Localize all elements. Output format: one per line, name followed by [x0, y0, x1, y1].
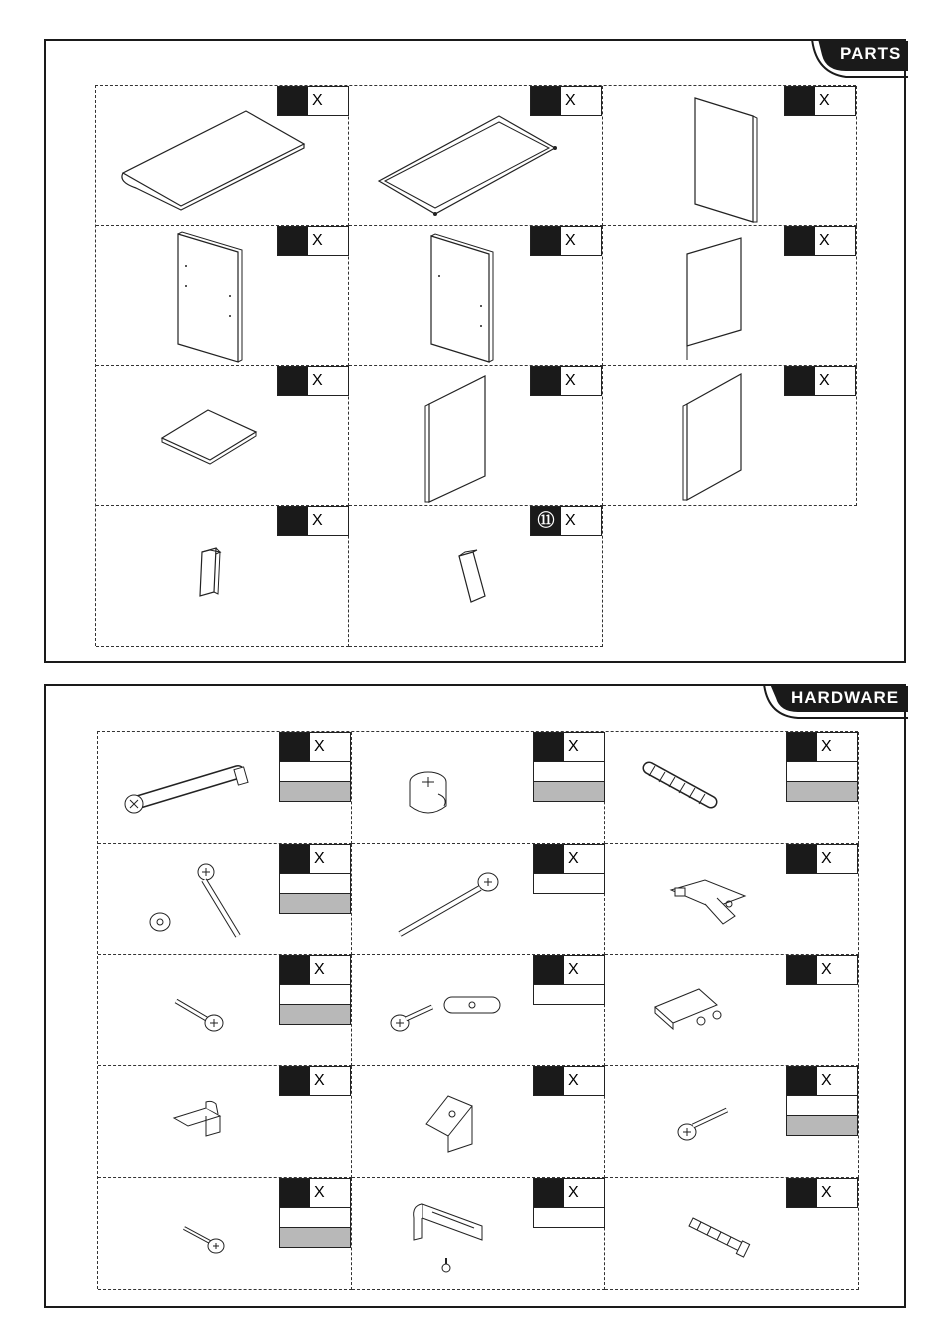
- hw-cell-8: [352, 955, 605, 1066]
- side-panel-right-icon: [349, 226, 603, 366]
- part-mult-11: X: [565, 512, 576, 529]
- hw-label-1: [280, 733, 310, 761]
- part-mult-4: X: [312, 232, 323, 249]
- cam-lock-icon: [352, 732, 532, 844]
- short-screw-icon: [98, 955, 278, 1066]
- hw-label-13: [280, 1179, 310, 1207]
- part-mult-7: X: [312, 372, 323, 389]
- part-cell-6: [603, 226, 857, 366]
- hw-mult-6: X: [821, 850, 832, 867]
- hw-mult-1: X: [314, 738, 325, 755]
- hinge-base-plate-icon: [605, 955, 785, 1066]
- hw-label-7: [280, 956, 310, 984]
- hw-mult-14: X: [568, 1184, 579, 1201]
- shelf-icon: [96, 366, 349, 506]
- hw-label-2: [534, 733, 564, 761]
- hw-mult-5: X: [568, 850, 579, 867]
- hw-cell-13: [98, 1178, 352, 1290]
- part-cell-9: [603, 366, 857, 506]
- side-panel-left-icon: [96, 226, 349, 366]
- hw-cell-10: [98, 1066, 352, 1178]
- hw-label-4: [280, 845, 310, 873]
- hw-label-15: [787, 1179, 817, 1207]
- leg-icon: [96, 506, 349, 647]
- long-screw-with-barrel-nut-icon: [98, 844, 278, 955]
- part-cell-5: [349, 226, 603, 366]
- part-cell-1: [96, 86, 349, 226]
- hw-mult-2: X: [568, 738, 579, 755]
- hw-label-8: [534, 956, 564, 984]
- part-cell-10: [96, 506, 349, 647]
- hw-label-6: [787, 845, 817, 873]
- part-mult-1: X: [312, 92, 323, 109]
- hw-cell-6: [605, 844, 859, 955]
- part-cell-4: [96, 226, 349, 366]
- hw-cell-9: [605, 955, 859, 1066]
- hw-mult-3: X: [821, 738, 832, 755]
- hw-label-14: [534, 1179, 564, 1207]
- hw-mult-8: X: [568, 961, 579, 978]
- hw-mult-7: X: [314, 961, 325, 978]
- leg-angled-icon: [349, 506, 603, 647]
- part-mult-6: X: [819, 232, 830, 249]
- parts-title: PARTS: [840, 44, 902, 63]
- hw-label-11: [534, 1067, 564, 1095]
- divider-panel-icon: [603, 226, 857, 366]
- hw-label-10: [280, 1067, 310, 1095]
- hw-cell-5: [352, 844, 605, 955]
- hinge-icon: [605, 844, 785, 955]
- hw-label-5: [534, 845, 564, 873]
- hw-mult-9: X: [821, 961, 832, 978]
- angle-bracket-icon: [352, 1066, 532, 1178]
- parts-panel: [44, 39, 906, 663]
- part-label-11: ⑪: [531, 507, 561, 535]
- part-mult-5: X: [565, 232, 576, 249]
- hw-mult-13: X: [314, 1184, 325, 1201]
- hw-label-9: [787, 956, 817, 984]
- hardware-grid: [97, 731, 858, 1289]
- hardware-title: HARDWARE: [791, 688, 900, 707]
- part-mult-8: X: [565, 372, 576, 389]
- part-mult-2: X: [565, 92, 576, 109]
- hw-mult-10: X: [314, 1072, 325, 1089]
- part-mult-9: X: [819, 372, 830, 389]
- part-cell-8: [349, 366, 603, 506]
- hw-mult-4: X: [314, 850, 325, 867]
- part-cell-7: [96, 366, 349, 506]
- back-panel-icon: [603, 86, 857, 226]
- hw-cell-7: [98, 955, 352, 1066]
- part-cell-3: [603, 86, 857, 226]
- part-mult-3: X: [819, 92, 830, 109]
- hw-cell-12: [605, 1066, 859, 1178]
- hw-cell-3: [605, 732, 859, 844]
- door-left-icon: [349, 366, 603, 506]
- door-right-icon: [603, 366, 857, 506]
- hw-mult-15: X: [821, 1184, 832, 1201]
- wall-anchor-icon: [605, 1178, 785, 1290]
- hw-label-12: [787, 1067, 817, 1095]
- part-cell-2: [349, 86, 603, 226]
- tiny-screw-icon: [98, 1178, 278, 1290]
- base-frame-icon: [349, 86, 603, 226]
- hw-cell-11: [352, 1066, 605, 1178]
- top-panel-icon: [96, 86, 349, 226]
- hw-label-3: [787, 733, 817, 761]
- wood-dowel-icon: [605, 732, 785, 844]
- small-screw-icon: [605, 1066, 785, 1178]
- part-cell-11: [349, 506, 603, 647]
- parts-grid: [95, 85, 856, 646]
- hw-mult-11: X: [568, 1072, 579, 1089]
- part-mult-10: X: [312, 512, 323, 529]
- connector-bolt-icon: [98, 732, 278, 844]
- hw-cell-4: [98, 844, 352, 955]
- long-wood-screw-icon: [352, 844, 532, 955]
- wall-bracket-icon: [352, 1178, 532, 1290]
- screw-with-plate-icon: [352, 955, 532, 1066]
- hardware-panel: [44, 684, 906, 1308]
- hw-cell-2: [352, 732, 605, 844]
- hw-cell-1: [98, 732, 352, 844]
- shelf-support-icon: [98, 1066, 278, 1178]
- hw-cell-14: [352, 1178, 605, 1290]
- hw-mult-12: X: [821, 1072, 832, 1089]
- hw-cell-15: [605, 1178, 859, 1290]
